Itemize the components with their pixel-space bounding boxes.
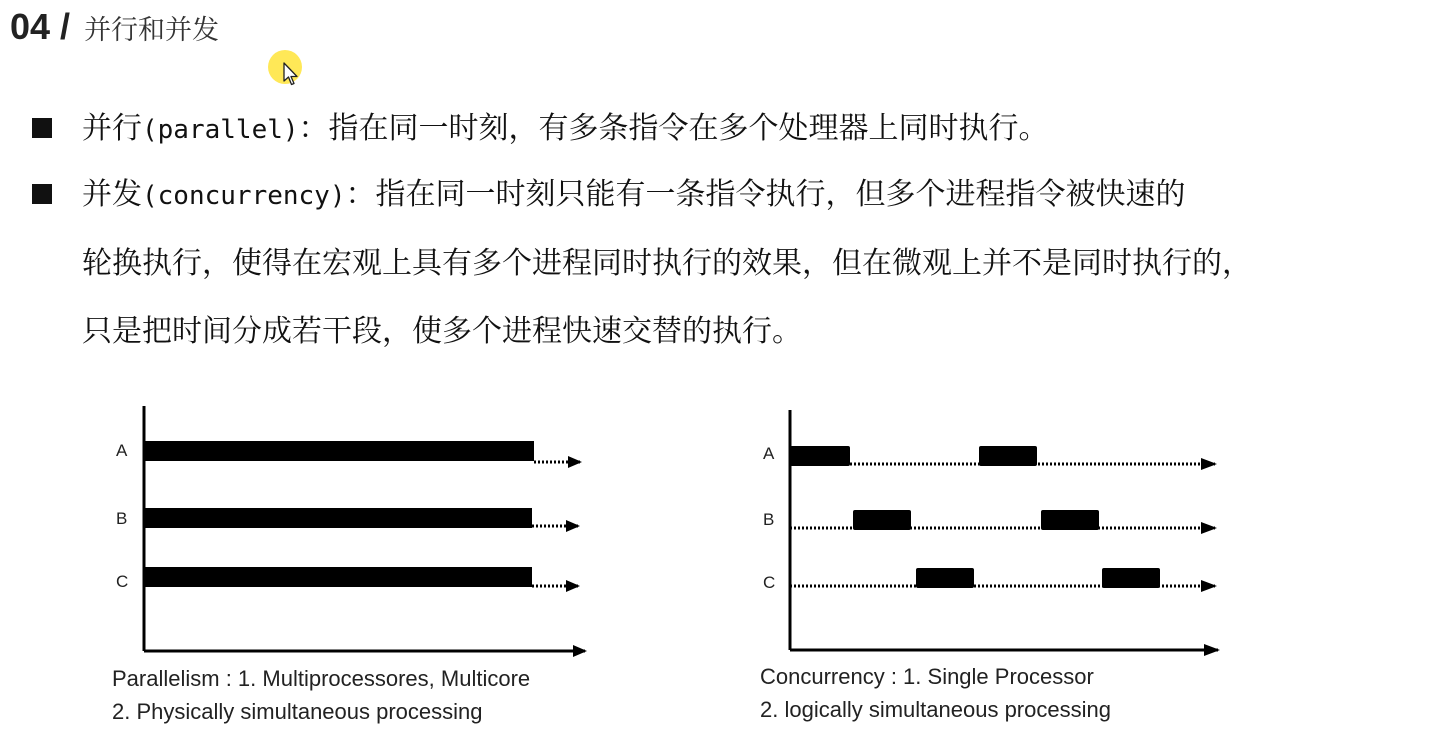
row-label-c: C bbox=[763, 573, 776, 592]
bullet-marker bbox=[32, 118, 52, 138]
concurrency-caption-line2: 2. logically simultaneous processing bbox=[760, 697, 1111, 722]
row-label-a: A bbox=[116, 441, 128, 460]
term-parallel: 并行 bbox=[82, 111, 142, 146]
bullet-parallel bbox=[82, 95, 1049, 164]
slide-header bbox=[10, 6, 219, 50]
term-concurrency-en: (concurrency) bbox=[142, 181, 346, 211]
slice-c1 bbox=[916, 568, 974, 588]
row-label-b: B bbox=[763, 510, 775, 529]
term-concurrency: 并发 bbox=[82, 177, 142, 212]
mouse-cursor-icon bbox=[283, 62, 301, 88]
slice-a2 bbox=[979, 446, 1037, 466]
definition-concurrency-line2: 轮换执行，使得在宏观上具有多个进程同时执行的效果，但在微观上并不是同时执行的， bbox=[82, 246, 1252, 281]
parallelism-caption bbox=[112, 662, 530, 728]
slice-a1 bbox=[790, 446, 850, 466]
parallelism-caption-line2: 2. Physically simultaneous processing bbox=[112, 699, 483, 724]
bullet-concurrency bbox=[82, 161, 1252, 366]
row-label-a: A bbox=[763, 444, 775, 463]
row-label-c: C bbox=[116, 572, 129, 591]
parallelism-caption-line1: Parallelism : 1. Multiprocessores, Multicore bbox=[112, 666, 531, 691]
parallelism-diagram bbox=[100, 400, 600, 665]
slice-b2 bbox=[1041, 510, 1099, 530]
concurrency-caption-line1: Concurrency : 1. Single Processor bbox=[760, 664, 1094, 689]
slice-c2 bbox=[1102, 568, 1160, 588]
slice-b1 bbox=[853, 510, 911, 530]
section-slash: / bbox=[60, 6, 71, 47]
term-parallel-en: (parallel) bbox=[142, 115, 299, 145]
definition-concurrency-line3: 只是把时间分成若干段，使多个进程快速交替的执行。 bbox=[82, 314, 802, 349]
bar-c bbox=[144, 567, 532, 587]
definition-concurrency-line1: ：指在同一时刻只能有一条指令执行，但多个进程指令被快速的 bbox=[345, 177, 1186, 212]
definition-parallel: ：指在同一时刻，有多条指令在多个处理器上同时执行。 bbox=[298, 111, 1049, 146]
section-number: 04 bbox=[10, 6, 51, 47]
bar-a bbox=[144, 441, 534, 461]
concurrency-caption bbox=[760, 660, 1111, 726]
section-title: 并行和并发 bbox=[84, 14, 220, 46]
bar-b bbox=[144, 508, 532, 528]
row-label-b: B bbox=[116, 509, 128, 528]
concurrency-diagram bbox=[750, 400, 1230, 665]
bullet-marker bbox=[32, 184, 52, 204]
